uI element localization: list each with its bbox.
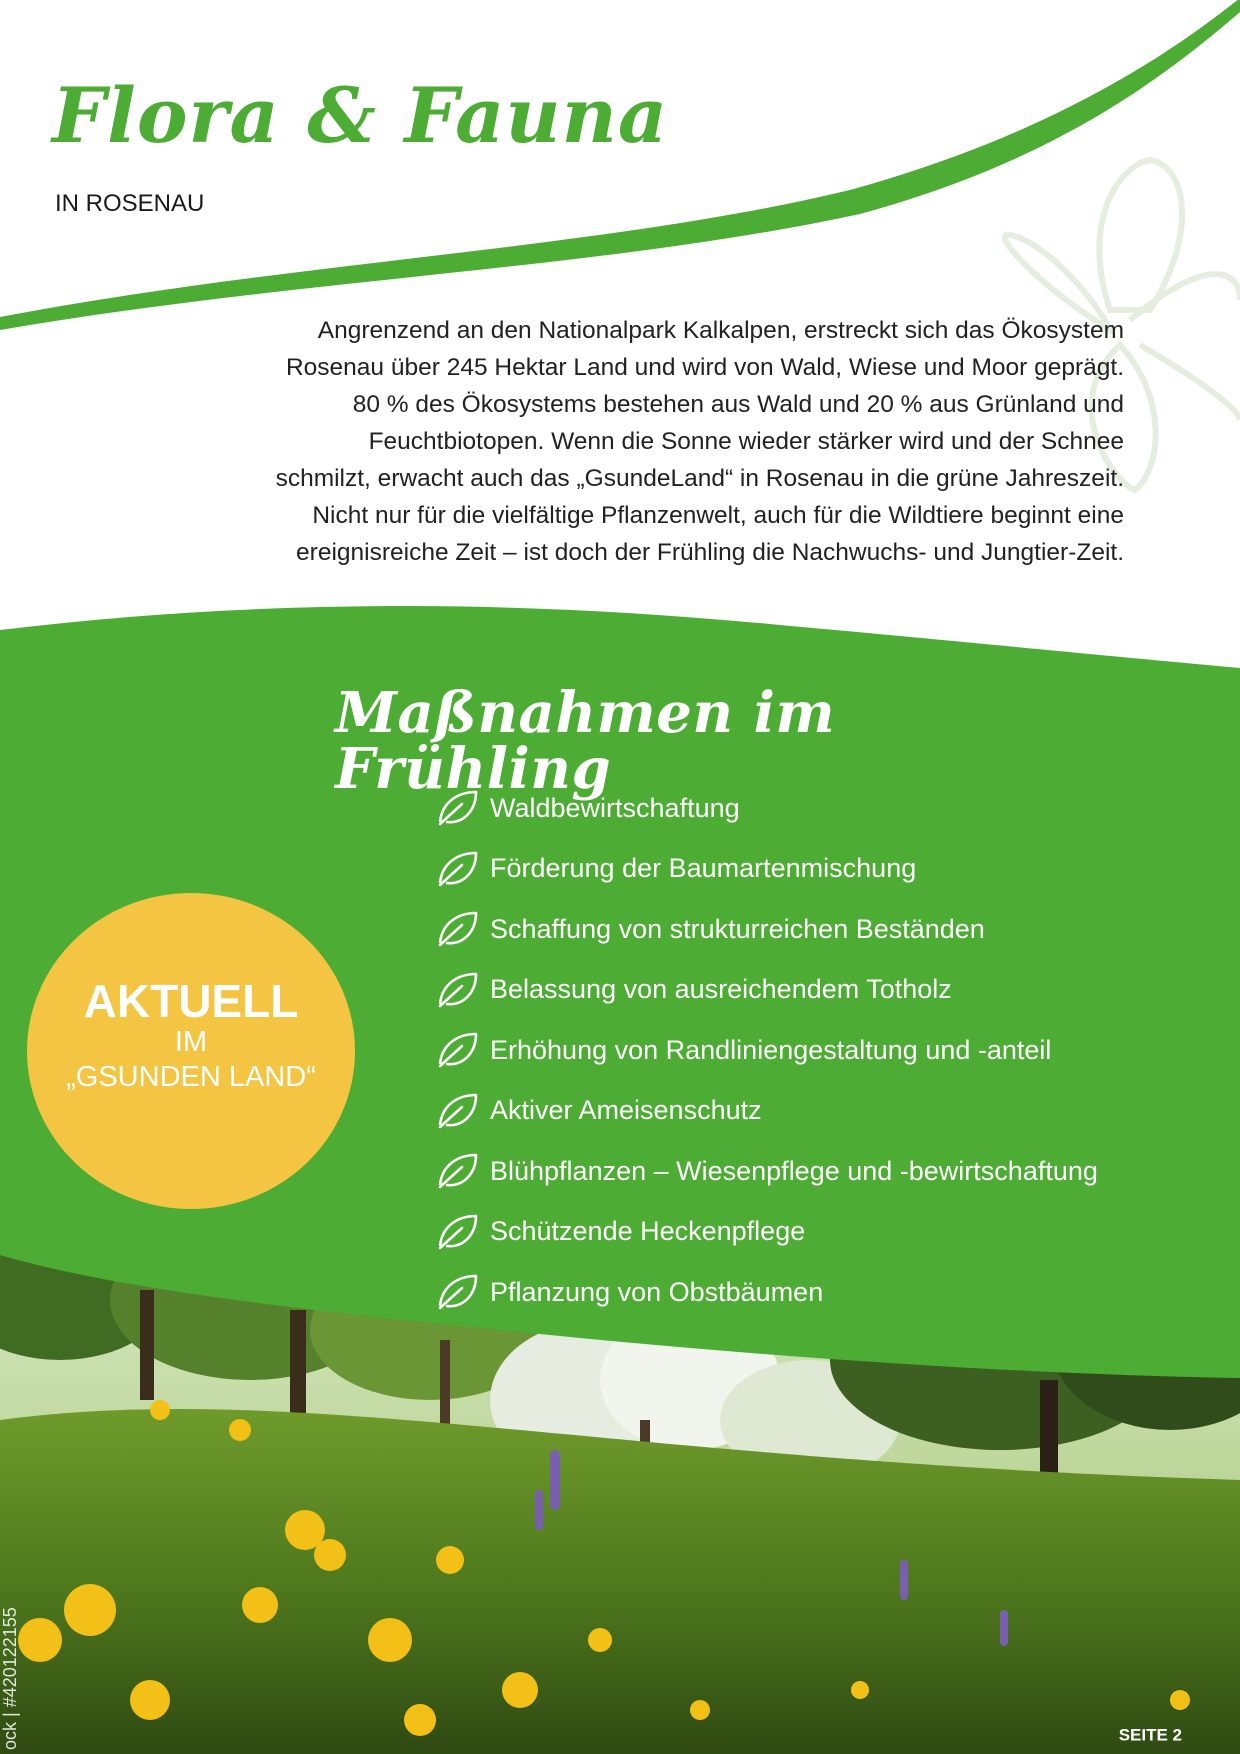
leaf-icon: [436, 1091, 480, 1131]
intro-line: Nicht nur für die vielfältige Pflanzenwelt, auch für die Wildtiere beginnt eine: [312, 502, 1124, 529]
measures-list: [436, 778, 1098, 1323]
leaf-icon: [436, 1030, 480, 1070]
list-item-label: Pflanzung von Obstbäumen: [490, 1276, 824, 1307]
intro-line: 80 % des Ökosystems bestehen aus Wald und 20 % aus Grünland und: [352, 391, 1124, 418]
leaf-icon: [436, 1151, 480, 1191]
list-item-label: Aktiver Ameisenschutz: [490, 1095, 762, 1126]
badge-line: IM: [174, 1026, 208, 1059]
photo-credit: ock | #420122155: [0, 1607, 20, 1750]
page-number: SEITE 2: [1118, 1725, 1182, 1745]
leaf-icon: [436, 788, 480, 828]
list-item-label: Belassung von ausreichendem Totholz: [490, 974, 952, 1005]
list-item-label: Förderung der Baumartenmischung: [490, 853, 917, 884]
intro-paragraph: [150, 312, 1124, 571]
list-item: [436, 1141, 1098, 1202]
list-item-label: Blühpflanzen – Wiesenpflege und -bewirtschaftung: [490, 1155, 1098, 1186]
leaf-icon: [436, 909, 480, 949]
list-item-label: Schützende Heckenpflege: [490, 1216, 806, 1247]
intro-line: Rosenau über 245 Hektar Land und wird von Wald, Wiese und Moor geprägt.: [285, 354, 1124, 381]
intro-line: Feuchtbiotopen. Wenn die Sonne wieder stärker wird und der Schnee: [368, 428, 1124, 455]
badge-title: AKTUELL: [83, 975, 299, 1028]
list-item: [436, 960, 1098, 1021]
list-item-label: Erhöhung von Randliniengestaltung und -anteil: [490, 1034, 1052, 1065]
intro-line: schmilzt, erwacht auch das „GsundeLand“ in Rosenau in die grüne Jahreszeit.: [275, 465, 1124, 492]
aktuell-badge: [27, 893, 355, 1209]
badge-line: „GSUNDEN LAND“: [66, 1061, 316, 1094]
leaf-icon: [436, 970, 480, 1010]
page-subtitle: IN ROSENAU: [55, 190, 205, 217]
list-item-label: Waldbewirtschaftung: [490, 792, 740, 823]
intro-line: ereignisreiche Zeit – ist doch der Frühling die Nachwuchs- und Jungtier-Zeit.: [296, 539, 1124, 566]
section-heading: Maßnahmen im Frühling: [335, 680, 836, 802]
list-item: [436, 1262, 1098, 1323]
list-item: [436, 1202, 1098, 1263]
leaf-icon: [436, 1272, 480, 1312]
leaf-icon: [436, 849, 480, 889]
list-item: [436, 1081, 1098, 1142]
list-item: [436, 899, 1098, 960]
list-item-label: Schaffung von strukturreichen Beständen: [490, 913, 985, 944]
list-item: [436, 1020, 1098, 1081]
list-item: [436, 839, 1098, 900]
page-title: Flora & Fauna: [52, 71, 669, 160]
leaf-icon: [436, 1212, 480, 1252]
list-item: [436, 778, 1098, 839]
intro-line: Angrenzend an den Nationalpark Kalkalpen, erstreckt sich das Ökosystem: [317, 317, 1124, 344]
